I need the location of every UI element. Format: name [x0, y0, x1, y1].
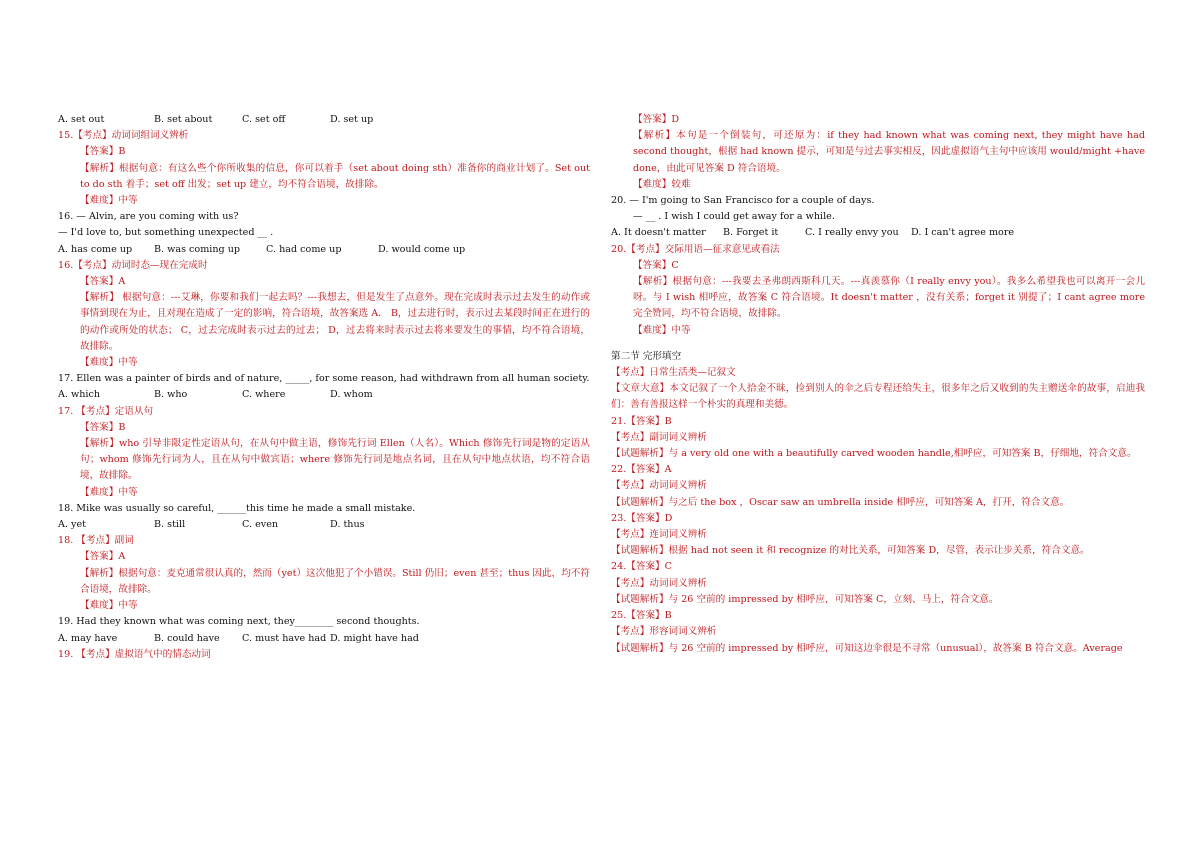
q17-option-d: D. whom [330, 389, 373, 401]
q17-analysis: 【解析】who 引导非限定性定语从句，在从句中做主语，修饰先行词 Ellen（人名）。Which 修饰先行词是物的定语从句；whom 修饰先行词为人，且在从句中做宾语；where 修饰先行词是地点名词，且在从句中地点状语，均不符合语境，故排除。 [80, 438, 590, 482]
left-column [58, 112, 590, 663]
q19-option-b: B. could have [154, 632, 220, 644]
q20-kaodian: 20.【考点】交际用语—征求意见或看法 [611, 243, 780, 255]
q18-option-d: D. thus [330, 519, 365, 531]
right-column [611, 112, 1145, 657]
q24-answer: 24.【答案】C [611, 561, 672, 573]
q15-analysis: 【解析】根据句意：有这么些个你所收集的信息，你可以着手（set about doing sth）准备你的商业计划了。Set out to do sth 着手；set off 出发；set up 建立，均不符合语境，故排除。 [80, 162, 590, 190]
q16-analysis: 【解析】 根据句意：---艾琳，你要和我们一起去吗？---我想去，但是发生了点意外。现在完成时表示过去发生的动作或事情到现在为止，且对现在造成了一定的影响，符合语境，故答案选 A． B，过去进行时，表示过去某段时间正在进行的的动作或所处的状态； C，过去完成时表示过去的过去； D，过去将来时表示过去将来要发生的事情，均不符合语境，故排除。 [80, 292, 590, 352]
q23-analysis: 【试题解析】根据 had not seen it 和 recognize 的对比关系，可知答案 D，尽管，表示让步关系，符合文意。 [611, 545, 1090, 557]
section-title: 第二节 完形填空 [611, 350, 682, 362]
q20-stem-2: — __ . I wish I could get away for a while. [633, 211, 835, 223]
q20-answer: 【答案】C [633, 259, 679, 271]
q14-option-b: B. set about [154, 114, 213, 125]
q16-kaodian: 16.【考点】动词时态—现在完成时 [58, 259, 208, 271]
q18-difficulty: 【难度】中等 [80, 600, 138, 612]
q19-option-d: D. might have had [330, 632, 419, 644]
q18-stem: 18. Mike was usually so careful, ______this time he made a small mistake. [58, 502, 416, 514]
q14-option-c: C. set off [242, 114, 286, 125]
q16-option-a: A. has come up [58, 243, 133, 255]
q21-answer: 21.【答案】B [611, 415, 672, 427]
q19-answer: 【答案】D [633, 114, 680, 125]
q20-option-d: D. I can't agree more [911, 227, 1015, 239]
q25-answer: 25.【答案】B [611, 610, 672, 622]
q19-options [58, 631, 590, 647]
q22-kaodian: 【考点】动词词义辨析 [611, 480, 707, 492]
q19-option-a: A. may have [58, 632, 118, 644]
q20-option-c: C. I really envy you [805, 227, 899, 239]
q15-difficulty: 【难度】中等 [80, 195, 138, 207]
q17-option-a: A. which [58, 389, 101, 401]
q20-option-b: B. Forget it [723, 227, 779, 239]
passage-kaodian: 【考点】日常生活类—记叙文 [611, 367, 736, 379]
q17-answer: 【答案】B [80, 421, 126, 433]
q25-analysis: 【试题解析】与 26 空前的 impressed by 相呼应，可知这边伞很是不寻常（unusual），故答案 B 符合文意。Average [611, 642, 1123, 654]
q21-kaodian: 【考点】副词词义辨析 [611, 431, 707, 443]
q24-analysis: 【试题解析】与 26 空前的 impressed by 相呼应，可知答案 C，立刻、马上，符合文意。 [611, 593, 999, 605]
q14-options [58, 112, 590, 128]
q18-option-b: B. still [154, 519, 186, 531]
q25-kaodian: 【考点】形容词词义辨析 [611, 626, 717, 638]
q18-options [58, 517, 590, 533]
q23-kaodian: 【考点】连词词义辨析 [611, 529, 707, 541]
q16-option-c: C. had come up [266, 243, 342, 255]
q22-answer: 22.【答案】A [611, 464, 672, 476]
q16-options [58, 242, 590, 258]
q16-option-d: D. would come up [378, 243, 466, 255]
q16-stem-2: — I'd love to, but something unexpected __ . [58, 227, 274, 239]
q17-difficulty: 【难度】中等 [80, 486, 138, 498]
q15-kaodian: 15.【考点】动词词组词义辨析 [58, 130, 189, 142]
q17-kaodian: 17. 【考点】定语从句 [58, 405, 154, 417]
q23-answer: 23.【答案】D [611, 512, 673, 524]
q20-stem-1: 20. — I'm going to San Francisco for a couple of days. [611, 195, 875, 207]
q17-option-b: B. who [154, 389, 188, 401]
q18-answer: 【答案】A [80, 551, 126, 563]
q18-kaodian: 18. 【考点】副词 [58, 535, 134, 547]
q14-option-d: D. set up [330, 114, 374, 125]
q20-options [611, 225, 1145, 241]
q19-stem: 19. Had they known what was coming next, they________ second thoughts. [58, 616, 420, 628]
q17-option-c: C. where [242, 389, 286, 401]
q16-option-b: B. was coming up [154, 243, 241, 255]
q16-difficulty: 【难度】中等 [80, 357, 138, 369]
q14-option-a: A. set out [58, 114, 105, 125]
q20-difficulty: 【难度】中等 [633, 324, 691, 336]
q18-analysis: 【解析】根据句意：麦克通常很认真的，然而（yet）这次他犯了个小错误。Still 仍旧；even 甚至；thus 因此，均不符合语境，故排除。 [80, 567, 590, 595]
passage-summary: 【文章大意】本文记叙了一个人拾金不昧，捡到别人的伞之后专程还给失主，很多年之后又收到的失主赠送伞的故事，启迪我们：善有善报这样一个朴实的真理和美德。 [611, 383, 1145, 411]
q16-stem-1: 16. — Alvin, are you coming with us? [58, 211, 239, 223]
q16-answer: 【答案】A [80, 276, 126, 288]
q20-analysis: 【解析】根据句意：---我要去圣弗朗西斯科几天。---真羡慕你（I really envy you）。我多么希望我也可以离开一会儿呀。与 I wish 相呼应，故答案 C 符合语境。It doesn't matter ，没有关系；forget it 别提了；I cant agree more 完全赞同，均不符合语境，故排除。 [633, 276, 1145, 320]
q17-stem: 17. Ellen was a painter of birds and of nature, _____, for some reason, had withdrawn from all human society. [58, 373, 590, 385]
section-spacer [611, 339, 1145, 349]
q22-analysis: 【试题解析】与之后 the box ，Oscar saw an umbrella inside 相呼应，可知答案 A，打开，符合文意。 [611, 496, 1070, 508]
q21-analysis: 【试题解析】与 a very old one with a beautifully carved wooden handle,相呼应，可知答案 B，仔细地，符合文意。 [611, 448, 1137, 460]
q19-kaodian: 19. 【考点】虚拟语气中的情态动词 [58, 648, 211, 660]
q24-kaodian: 【考点】动词词义辨析 [611, 577, 707, 589]
q19-analysis: 【解析】本句是一个倒装句，可还原为：if they had known what was coming next, they might have had second thought，根据 had known 提示，可知是与过去事实相反，因此虚拟语气主句中应该用 would/might +have done，由此可见答案 D 符合语境。 [633, 130, 1145, 174]
q15-answer: 【答案】B [80, 146, 126, 158]
q19-option-c: C. must have had [242, 632, 327, 644]
q18-option-a: A. yet [58, 519, 86, 531]
q19-difficulty: 【难度】较难 [633, 178, 691, 190]
q18-option-c: C. even [242, 519, 279, 531]
q17-options [58, 387, 590, 403]
q20-option-a: A. It doesn't matter [611, 227, 706, 239]
